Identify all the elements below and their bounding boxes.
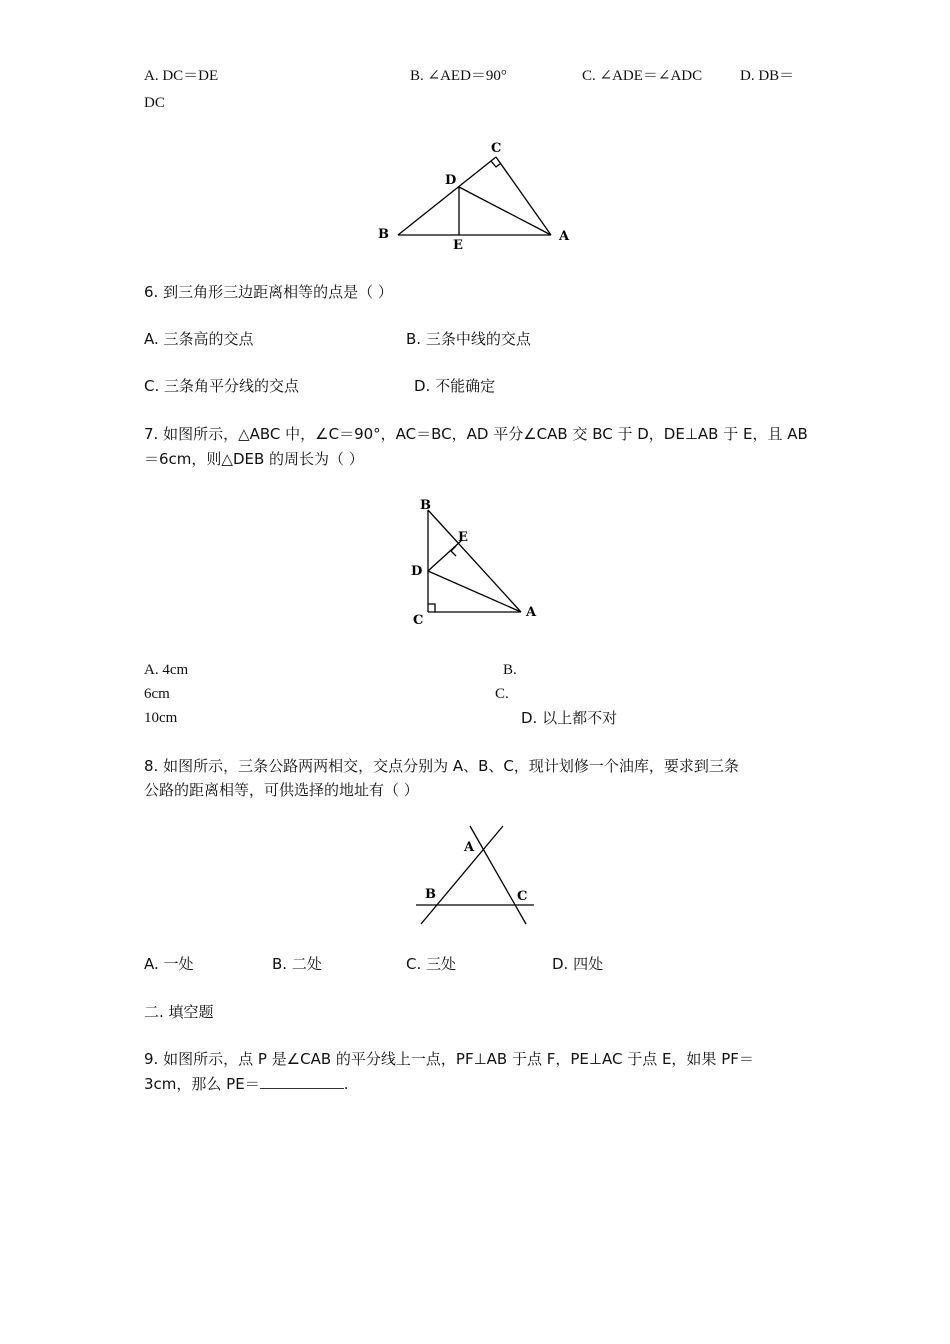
q7-label-e: E xyxy=(458,530,468,545)
q7-option-b-value: 6cm xyxy=(144,686,170,702)
q5-option-d: D. DB＝ xyxy=(740,68,795,84)
q6-option-d: D. 不能确定 xyxy=(414,377,496,395)
q9-stem-line2 xyxy=(144,1074,348,1094)
q7-option-a: A. 4cm xyxy=(144,662,189,678)
q9-answer-blank[interactable] xyxy=(260,1074,344,1089)
q7-stem-line2: ＝6cm，则△DEB 的周长为（ ） xyxy=(144,450,364,468)
q7-label-b: B xyxy=(420,498,431,513)
q8-label-b: B xyxy=(425,887,436,902)
q8-stem-line2: 公路的距离相等，可供选择的地址有（ ） xyxy=(144,781,419,799)
q7-option-d: D. 以上都不对 xyxy=(521,709,618,727)
q8-option-a: A. 一处 xyxy=(144,955,194,973)
q7-option-c-value: 10cm xyxy=(144,710,178,726)
q8-stem-line1: 8. 如图所示，三条公路两两相交，交点分别为 A、B、C，现计划修一个油库，要求到三条 xyxy=(144,757,739,775)
q7-option-b: B. xyxy=(503,662,517,678)
q9-stem-line2-end: . xyxy=(343,1075,349,1093)
q7-stem-line1: 7. 如图所示，△ABC 中，∠C＝90°，AC＝BC，AD 平分∠CAB 交 BC 于 D，DE⊥AB 于 E，且 AB xyxy=(144,425,808,443)
q7-label-d: D xyxy=(411,564,423,579)
q8-option-c: C. 三处 xyxy=(406,955,457,973)
q5-label-e: E xyxy=(453,238,463,253)
q5-option-b: B. ∠AED＝90° xyxy=(410,68,507,84)
q5-option-a: A. DC＝DE xyxy=(144,68,219,84)
q5-label-c: C xyxy=(491,141,502,156)
section-fill-in-title: 二. 填空题 xyxy=(144,1003,214,1021)
q5-option-c: C. ∠ADE＝∠ADC xyxy=(582,68,703,84)
q9-stem-line2-text: 3cm，那么 PE＝ xyxy=(144,1075,260,1093)
q7-option-c: C. xyxy=(495,686,509,702)
q5-label-b: B xyxy=(378,227,389,242)
q8-option-d: D. 四处 xyxy=(552,955,604,973)
q8-label-c: C xyxy=(517,889,528,904)
q5-option-d-continued: DC xyxy=(144,95,165,111)
q6-option-b: B. 三条中线的交点 xyxy=(406,330,531,348)
q7-label-c: C xyxy=(413,613,424,628)
q6-option-c: C. 三条角平分线的交点 xyxy=(144,377,300,395)
q8-label-a: A xyxy=(464,840,475,855)
q8-option-b: B. 二处 xyxy=(272,955,322,973)
q5-label-a: A xyxy=(559,229,570,244)
q5-label-d: D xyxy=(445,173,457,188)
q6-option-a: A. 三条高的交点 xyxy=(144,330,254,348)
q6-stem: 6. 到三角形三边距离相等的点是（ ） xyxy=(144,283,393,301)
q9-stem-line1: 9. 如图所示，点 P 是∠CAB 的平分线上一点，PF⊥AB 于点 F，PE⊥AC 于点 E，如果 PF＝ xyxy=(144,1050,754,1068)
q7-label-a: A xyxy=(526,605,537,620)
